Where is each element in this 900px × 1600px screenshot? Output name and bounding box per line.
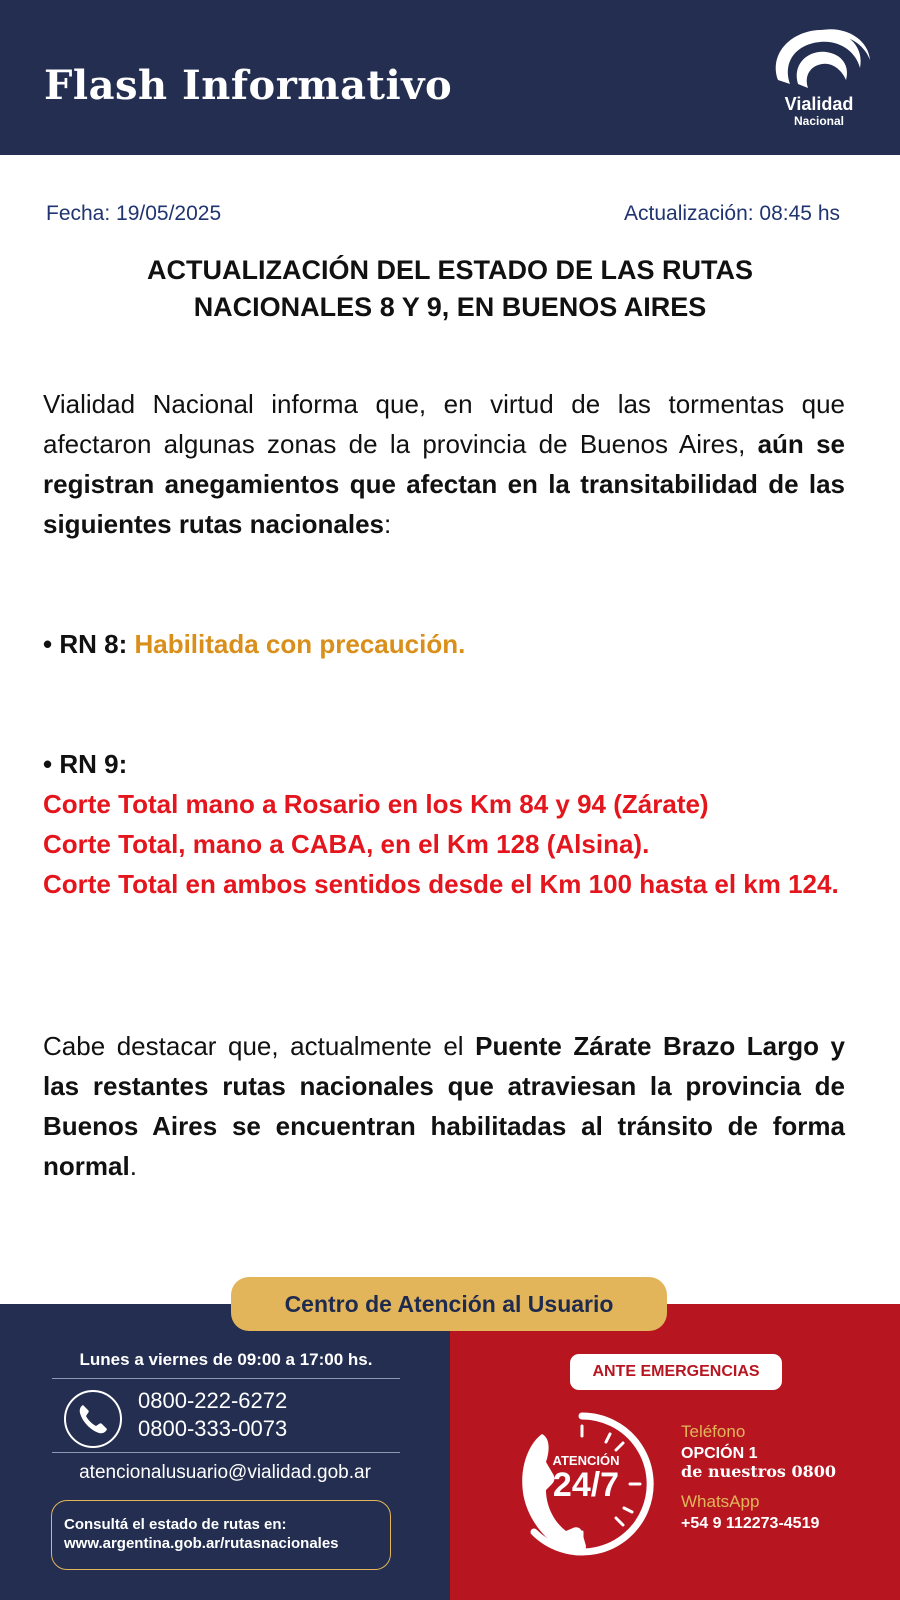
title-line-2: NACIONALES 8 Y 9, EN BUENOS AIRES — [193, 292, 707, 322]
logo-word-vialidad: Vialidad — [784, 94, 854, 114]
intro-plain-text: Vialidad Nacional informa que, en virtud de las tormentas que afectaron algunas zonas de la provincia de Buenos Aires, — [43, 389, 845, 459]
logo-word-nacional: Nacional — [793, 114, 844, 128]
office-hours: Lunes a viernes de 09:00 a 17:00 hs. — [52, 1350, 400, 1379]
footer-divider — [52, 1452, 400, 1453]
intro-bold-text: aún se registran anegamientos que afectan en la transitabilidad de las siguientes rutas nacionales — [43, 429, 845, 539]
title-line-1: ACTUALIZACIÓN DEL ESTADO DE LAS RUTAS — [147, 255, 753, 285]
closing-paragraph — [43, 1026, 845, 1186]
route-status-box — [51, 1500, 391, 1570]
closing-plain-text: Cabe destacar que, actualmente el — [43, 1031, 476, 1061]
date-label: Fecha: 19/05/2025 — [46, 202, 222, 225]
update-time-label: Actualización: 08:45 hs — [624, 202, 840, 225]
route-rn8 — [43, 624, 845, 664]
clock-24-7-label: 24/7 — [552, 1466, 620, 1504]
whatsapp-label: WhatsApp — [681, 1492, 760, 1511]
vialidad-logo — [764, 22, 874, 134]
clock-attention-label: ATENCIÓN — [552, 1453, 620, 1468]
consult-url[interactable]: www.argentina.gob.ar/rutasnacionales — [64, 1535, 339, 1552]
closing-end-text: . — [129, 1151, 137, 1181]
closing-bold-text: Puente Zárate Brazo Largo y las restantes rutas nacionales que atraviesan la provincia de Buenos Aires se encuentran habilitadas al tránsito de forma normal — [43, 1031, 845, 1181]
rn9-label: • RN 9: — [43, 749, 128, 779]
rn9-closure-3: Corte Total en ambos sentidos desde el Km 100 hasta el km 124. — [43, 869, 839, 899]
document-title — [60, 252, 840, 326]
whatsapp-number[interactable]: +54 9 112273-4519 — [681, 1515, 820, 1532]
emergency-badge: ANTE EMERGENCIAS — [570, 1354, 782, 1390]
contact-email[interactable]: atencionalusuario@vialidad.gob.ar — [79, 1462, 371, 1483]
option-1-detail: de nuestros 0800 — [681, 1462, 836, 1481]
header-bar — [0, 0, 900, 155]
page-title: Flash Informativo — [44, 62, 453, 109]
telephone-label: Teléfono — [681, 1422, 746, 1441]
route-rn9 — [43, 744, 845, 904]
option-1-label: OPCIÓN 1 — [681, 1445, 758, 1462]
phone-icon — [64, 1390, 122, 1448]
intro-paragraph — [43, 384, 845, 544]
phone-number-2[interactable]: 0800-333-0073 — [138, 1416, 288, 1441]
intro-end-text: : — [384, 509, 392, 539]
rn8-label: • RN 8: — [43, 629, 135, 659]
center-attention-badge: Centro de Atención al Usuario — [231, 1277, 667, 1331]
road-swirl-icon — [764, 22, 874, 102]
rn9-closure-1: Corte Total mano a Rosario en los Km 84 y 94 (Zárate) — [43, 789, 709, 819]
consult-label: Consultá el estado de rutas en: — [64, 1516, 287, 1533]
rn9-closure-2: Corte Total, mano a CABA, en el Km 128 (Alsina). — [43, 829, 650, 859]
rn8-status: Habilitada con precaución. — [134, 629, 466, 659]
phone-number-1[interactable]: 0800-222-6272 — [138, 1388, 288, 1413]
